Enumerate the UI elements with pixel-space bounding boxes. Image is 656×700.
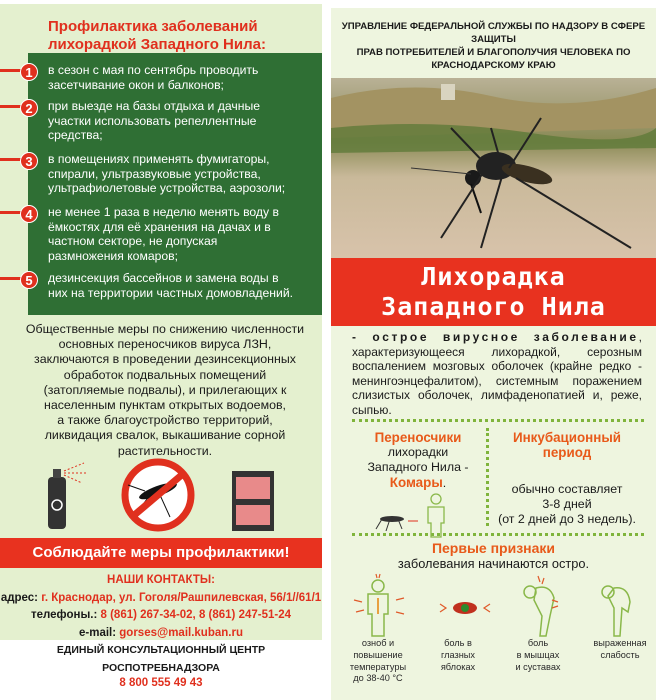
divider-top <box>352 419 644 422</box>
symptom-label-line: в мышцах <box>516 649 560 660</box>
eye-pain-icon <box>440 602 490 614</box>
description-lead: - острое вирусное заболевание <box>352 330 639 344</box>
measure-item <box>48 99 316 143</box>
symptom-label-line: озноб и <box>361 638 395 648</box>
symptom-label-line: выраженная <box>593 638 647 648</box>
symptom-label <box>418 638 498 673</box>
spray-can-icon <box>48 463 86 529</box>
joint-pain-icon <box>524 576 558 636</box>
prevention-banner: Соблюдайте меры профилактики! <box>0 538 322 568</box>
no-mosquito-icon <box>125 462 191 528</box>
incubation-block <box>492 430 642 527</box>
public-measures-line: а также благоустройство территорий, <box>57 413 273 428</box>
measure-item <box>48 205 316 263</box>
email-row <box>0 625 322 643</box>
carriers-line1: лихорадки <box>387 445 449 459</box>
public-measures-line: основных переносчиков вируса ЛЗН, <box>58 337 272 352</box>
symptom-label-line: повышение <box>353 649 403 660</box>
agency-line2: ПРАВ ПОТРЕБИТЕЛЕЙ И БЛАГОПОЛУЧИЯ ЧЕЛОВЕКА ПО КРАСНОДАРСКОМУ КРАЮ <box>356 47 631 71</box>
contacts-block <box>0 572 322 690</box>
measure-item <box>48 63 316 92</box>
measure-line: дезинсекция бассейнов и замена воды в <box>48 271 279 285</box>
first-signs-heading: Первые признаки <box>431 540 556 556</box>
symptom-label-line: боль в <box>444 638 472 648</box>
carriers-block <box>352 430 484 543</box>
symptom-label <box>338 638 418 685</box>
measure-number-badge: 4 <box>20 205 38 223</box>
prevention-title <box>48 18 308 54</box>
public-measures-line: обработок подвальных помещений <box>63 367 267 382</box>
address-value: г. Краснодар, ул. Гоголя/Рашпилевская, 56/1//61/1 <box>41 591 322 604</box>
contacts-heading: НАШИ КОНТАКТЫ: <box>107 574 215 586</box>
public-measures <box>10 322 320 459</box>
symptom-label <box>498 638 578 673</box>
window-net-icon <box>232 471 274 531</box>
incubation-heading1: Инкубационный <box>512 430 622 445</box>
first-signs-subheading: заболевания начинаются остро. <box>397 556 590 571</box>
divider-vertical <box>486 428 489 526</box>
address-label: адрес: <box>0 591 39 604</box>
agency-line1: УПРАВЛЕНИЕ ФЕДЕРАЛЬНОЙ СЛУЖБЫ ПО НАДЗОРУ В СФЕРЕ ЗАЩИТЫ <box>341 21 646 45</box>
disease-title <box>331 258 656 326</box>
symptom-label-line: до 38-40 °С <box>353 673 403 684</box>
symptom-label-line: слабость <box>600 649 640 660</box>
measure-line: участки использовать репеллентные <box>48 113 257 128</box>
measure-number-badge: 1 <box>20 63 38 81</box>
description-rest: , характеризующееся лихорадкой, серозным воспалением мозговых оболочек (крайне редко - менингоэнцефалитом), системным поражением слизистых оболочек, лимфаденопатией и, реже, сыпью. <box>352 330 642 417</box>
disease-description <box>352 330 642 418</box>
weakness-person-icon <box>602 586 630 636</box>
measure-line: размножения комаров; <box>48 248 179 263</box>
disease-title-line1: Лихорадка <box>421 262 566 291</box>
carriers-highlight: Комары <box>389 475 443 490</box>
measure-line: засетчивание окон и балконов; <box>48 77 224 92</box>
hotline[interactable]: 8 800 555 49 43 <box>119 677 203 689</box>
measure-item <box>48 152 316 196</box>
public-measures-line: заключаются в проведении дезинсекционных <box>34 352 296 367</box>
phones-row <box>0 607 322 625</box>
incubation-line1: обычно составляет <box>511 482 623 496</box>
symptom-icons <box>340 572 650 638</box>
measure-number-badge: 2 <box>20 99 38 117</box>
carriers-dot: . <box>442 476 447 490</box>
public-measures-line: ликвидация свалок, выкашивание сорной <box>44 428 286 443</box>
measure-line: ёмкостях для её хранения на дачах и в <box>48 219 271 234</box>
email-link[interactable]: gorses@mail.kuban.ru <box>119 626 243 639</box>
mosquito-photo <box>331 78 656 258</box>
symptom-label-line: глазных <box>441 649 475 660</box>
carriers-line2: Западного Нила - <box>367 460 469 474</box>
first-signs-block <box>331 540 656 572</box>
measure-line: них на территории частных домовладений. <box>48 285 294 300</box>
email-label: e-mail: <box>79 626 117 639</box>
address-row <box>0 590 322 608</box>
symptom-label-line: яблоках <box>440 661 476 672</box>
public-measures-line: растительности. <box>117 443 213 458</box>
measure-line: не менее 1 раза в неделю менять воду в <box>48 205 280 219</box>
measure-item <box>48 271 316 300</box>
public-measures-line: Общественные меры по снижению численности <box>25 322 305 336</box>
center-name: ЕДИНЫЙ КОНСУЛЬТАЦИОННЫЙ ЦЕНТР РОСПОТРЕБНАДЗОРА <box>56 644 266 674</box>
measure-line: средства; <box>48 128 103 142</box>
measure-line: в сезон с мая по сентябрь проводить <box>48 63 259 77</box>
phones-label: телефоны.: <box>30 609 98 621</box>
prevention-icons <box>0 455 322 537</box>
prevention-title-line1: Профилактика заболеваний <box>48 18 258 35</box>
incubation-line2: 3-8 дней <box>542 497 592 511</box>
mosquito-to-human-icon <box>352 491 484 539</box>
prevention-title-line2: лихорадкой Западного Нила: <box>48 36 266 53</box>
incubation-heading2: период <box>542 445 592 460</box>
symptom-label <box>580 638 656 662</box>
measure-number-badge: 5 <box>20 271 38 289</box>
measure-line: при выезде на базы отдыха и дачные <box>48 99 260 113</box>
phones-value[interactable]: 8 (861) 267-34-02, 8 (861) 247-51-24 <box>100 609 292 621</box>
measure-line: частном секторе, не допуская <box>48 234 218 248</box>
carriers-highlight-row <box>352 475 484 491</box>
carriers-heading: Переносчики <box>374 430 462 445</box>
fever-person-icon <box>354 574 404 636</box>
incubation-line3: (от 2 дней до 3 недель). <box>498 512 636 526</box>
measure-number-badge: 3 <box>20 152 38 170</box>
public-measures-line: (затопляемые подвалы), и прилегающих к <box>43 382 287 397</box>
disease-title-line2: Западного Нила <box>381 292 606 321</box>
symptom-label-line: температуры <box>349 661 407 672</box>
symptom-label-line: и суставах <box>515 661 561 672</box>
public-measures-line: населенным пунктам открытых водоемов, <box>43 398 287 413</box>
measure-line: в помещениях применять фумигаторы, <box>48 152 270 166</box>
symptom-label-line: боль <box>527 638 549 648</box>
measure-line: спирали, ультразвуковые устройства, <box>48 166 261 181</box>
measure-line: ультрафиолетовые устройства, аэрозоли; <box>48 181 286 195</box>
